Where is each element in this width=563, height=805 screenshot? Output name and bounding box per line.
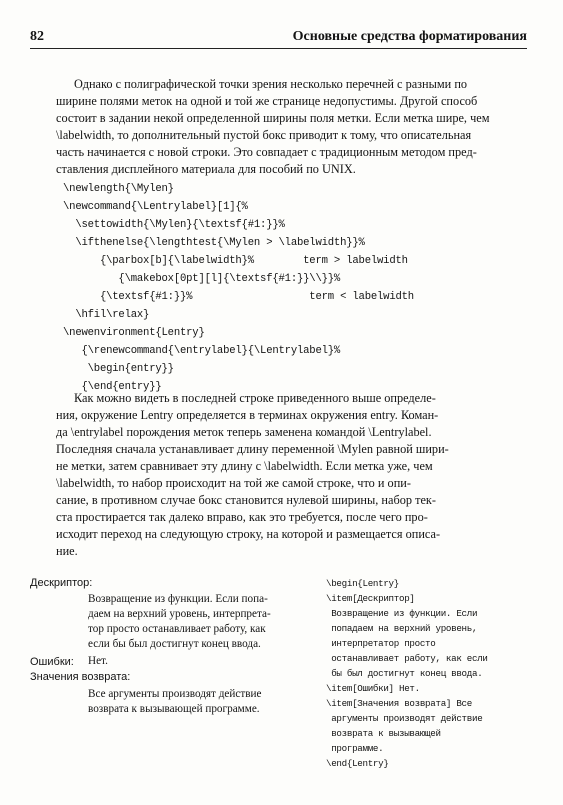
code-line: \newcommand{\Lentrylabel}[1]{% <box>63 201 248 213</box>
term-label: Значения возврата: <box>30 671 131 683</box>
page-header <box>30 28 527 49</box>
term-description-line: Все аргументы производят действие <box>88 688 262 700</box>
source-line: аргументы производят действие <box>326 713 483 724</box>
paragraph-1-line: состоит в задании некой определенной ширины поля метки. Если метка шире, чем <box>56 111 490 125</box>
code-line: {\parbox[b]{\labelwidth}% term > labelwidth <box>63 255 408 267</box>
code-line: \ifthenelse{\lengthtest{\Mylen > \labelwidth}}% <box>63 237 365 249</box>
code-line: \newenvironment{Lentry} <box>63 327 205 339</box>
paragraph-2-line: Как можно видеть в последней строке приведенного выше определе- <box>74 391 436 405</box>
term-description-line: если бы был достигнут конец ввода. <box>88 638 261 650</box>
source-line: \item[Значения возврата] Все <box>326 698 472 709</box>
page-number: 82 <box>30 29 44 44</box>
code-line: \settowidth{\Mylen}{\textsf{#1:}}% <box>63 219 285 231</box>
term-label: Ошибки: <box>30 656 74 668</box>
term-description-line: Нет. <box>88 655 108 667</box>
paragraph-1-line: часть начинается с новой строки. Это совпадает с традиционным методом пред- <box>56 145 477 159</box>
source-line: попадаем на верхний уровень, <box>326 623 478 634</box>
code-line: \hfil\relax} <box>63 309 150 321</box>
paragraph-2-line: Последняя сначала устанавливает длину переменной \Mylen равной шири- <box>56 442 449 456</box>
paragraph-2-line: сание, в противном случае бокс становится нулевой ширины, набор тек- <box>56 493 436 507</box>
paragraph-2-line: да \entrylabel порождения меток теперь заменена командой \Lentrylabel. <box>56 425 432 439</box>
code-line: {\textsf{#1:}}% term < labelwidth <box>63 291 414 303</box>
paragraph-2-line: \labelwidth, то набор происходит на той же самой строке, что и опи- <box>56 476 411 490</box>
paragraph-2-line: исходит переход на следующую строку, на которой и размещается описа- <box>56 527 441 541</box>
source-line: Возвращение из функции. Если <box>326 608 478 619</box>
paragraph-1-line: \labelwidth, то дополнительный пустой бокс приводит к тому, что описательная <box>56 128 472 142</box>
paragraph-2-line: ста простирается так далеко вправо, как это требуется, после чего про- <box>56 510 428 524</box>
paragraph-1-line: ширине полями меток на одной и той же странице недопустимы. Другой способ <box>56 94 478 108</box>
code-line: {\renewcommand{\entrylabel}{\Lentrylabel}% <box>63 345 341 357</box>
paragraph-2-line: ния, окружение Lentry определяется в терминах окружения entry. Коман- <box>56 408 439 422</box>
term-label: Дескриптор: <box>30 577 93 589</box>
source-line: \item[Дескриптор] <box>326 593 415 604</box>
paragraph-1-line: ставления дисплейного материала для пособий по UNIX. <box>56 162 356 176</box>
source-line: \end{Lentry} <box>326 758 389 769</box>
term-description-line: даем на верхний уровень, интерпрета- <box>88 608 271 620</box>
paragraph-2-line: не метки, затем сравнивает эту длину с \labelwidth. Если метка уже, чем <box>56 459 433 473</box>
source-line: \begin{Lentry} <box>326 578 399 589</box>
code-line: \newlength{\Mylen} <box>63 183 174 195</box>
source-line: интерпретатор просто <box>326 638 436 649</box>
code-line: {\makebox[0pt][l]{\textsf{#1:}}\\}}% <box>63 273 341 285</box>
source-line: бы был достигнут конец ввода. <box>326 668 483 679</box>
code-line: \begin{entry}} <box>63 363 174 375</box>
paragraph-2-line: ние. <box>56 544 78 558</box>
term-description-line: возврата к вызывающей программе. <box>88 703 260 715</box>
paragraph-1-line: Однако с полиграфической точки зрения несколько перечней с разными по <box>74 77 468 91</box>
term-description-line: тор просто останавливает работу, как <box>88 623 266 635</box>
running-head: Основные средства форматирования <box>292 29 527 44</box>
term-description-line: Возвращение из функции. Если попа- <box>88 593 268 605</box>
source-line: возврата к вызывающей <box>326 728 441 739</box>
source-line: останавливает работу, как если <box>326 653 488 664</box>
code-line: {\end{entry}} <box>63 381 162 393</box>
source-line: программе. <box>326 743 384 754</box>
source-line: \item[Ошибки] Нет. <box>326 683 420 694</box>
